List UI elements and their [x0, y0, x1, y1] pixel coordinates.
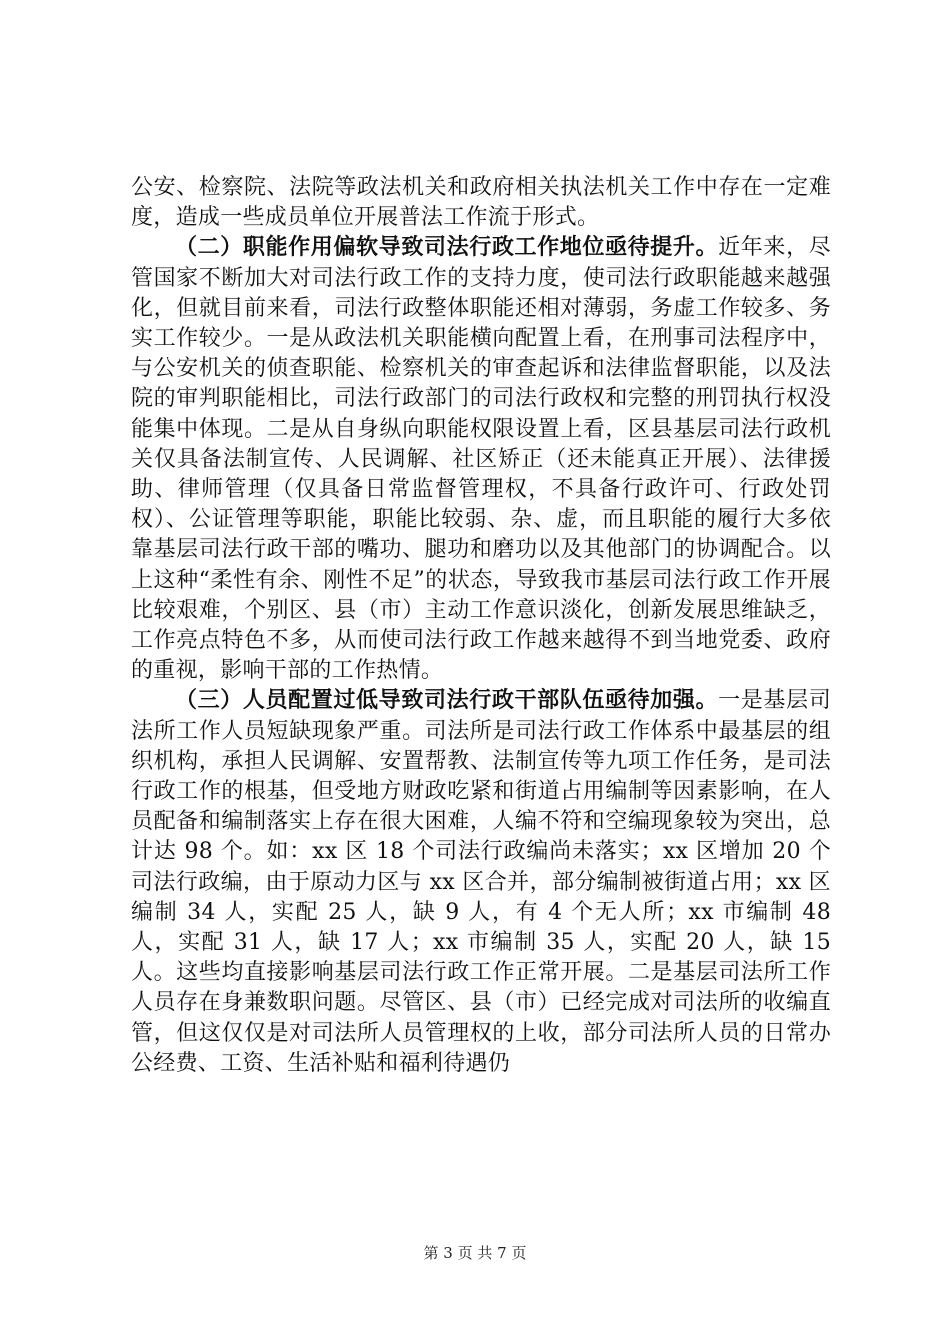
section-3-body: 一是基层司法所工作人员短缺现象严重。司法所是司法行政工作体系中最基层的组织机构，承担人民调解、安置帮教、法制宣传等九项工作任务，是司法行政工作的根基，但受地方财政吃紧和街道占用编制等因素影响，在人员配备和编制落实上存在很大困难，人编不符和空编现象较为突出，总计达 98 个。如：xx 区 18 个司法行政编尚未落实；xx 区增加 20 个司法行政编，由于原动力区与 xx 区合并，部分编制被街道占用；xx 区编制 34 人，实配 25 人，缺 9 人，有 4 个无人所；xx 市编制 48 人，实配 31 人，缺 17 人；xx 市编制 35 人，实配 20 人，缺 15 人。这些均直接影响基层司法行政工作正常开展。二是基层司法所工作人员存在身兼数职问题。尽管区、县（市）已经完成对司法所的收编直管，但这仅仅是对司法所人员管理权的上收，部分司法所人员的日常办公经费、工资、生活补贴和福利待遇仍: [131, 688, 831, 1076]
paragraph-continuation: 公安、检察院、法院等政法机关和政府相关执法机关工作中存在一定难度，造成一些成员单位开展普法工作流于形式。: [131, 175, 831, 231]
paragraph-section-2: [131, 233, 831, 686]
section-2-body: 近年来，尽管国家不断加大对司法行政工作的支持力度，使司法行政职能越来越强化，但就目前来看，司法行政整体职能还相对薄弱，务虚工作较多、务实工作较少。一是从政法机关职能横向配置上看，在刑事司法程序中，与公安机关的侦查职能、检察机关的审查起诉和法律监督职能，以及法院的审判职能相比，司法行政部门的司法行政权和完整的刑罚执行权没能集中体现。二是从自身纵向职能权限设置上看，区县基层司法行政机关仅具备法制宣传、人民调解、社区矫正（还未能真正开展）、法律援助、律师管理（仅具备日常监督管理权，不具备行政许可、行政处罚权）、公证管理等职能，职能比较弱、杂、虚，而且职能的履行大多依靠基层司法行政干部的嘴功、腿功和磨功以及其他部门的协调配合。以上这种“柔性有余、刚性不足”的状态，导致我市基层司法行政工作开展比较艰难，个别区、县（市）主动工作意识淡化，创新发展思维缺乏，工作亮点特色不多，从而使司法行政工作越来越得不到当地党委、政府的重视，影响干部的工作热情。: [131, 235, 831, 684]
paragraph-section-3: [131, 686, 831, 1079]
section-2-heading: （二）职能作用偏软导致司法行政工作地位亟待提升。: [175, 235, 719, 261]
page-footer: 第 3 页 共 7 页: [423, 1244, 527, 1262]
document-body: [131, 173, 831, 1079]
section-3-heading: （三）人员配置过低导致司法行政干部队伍亟待加强。: [175, 688, 719, 714]
